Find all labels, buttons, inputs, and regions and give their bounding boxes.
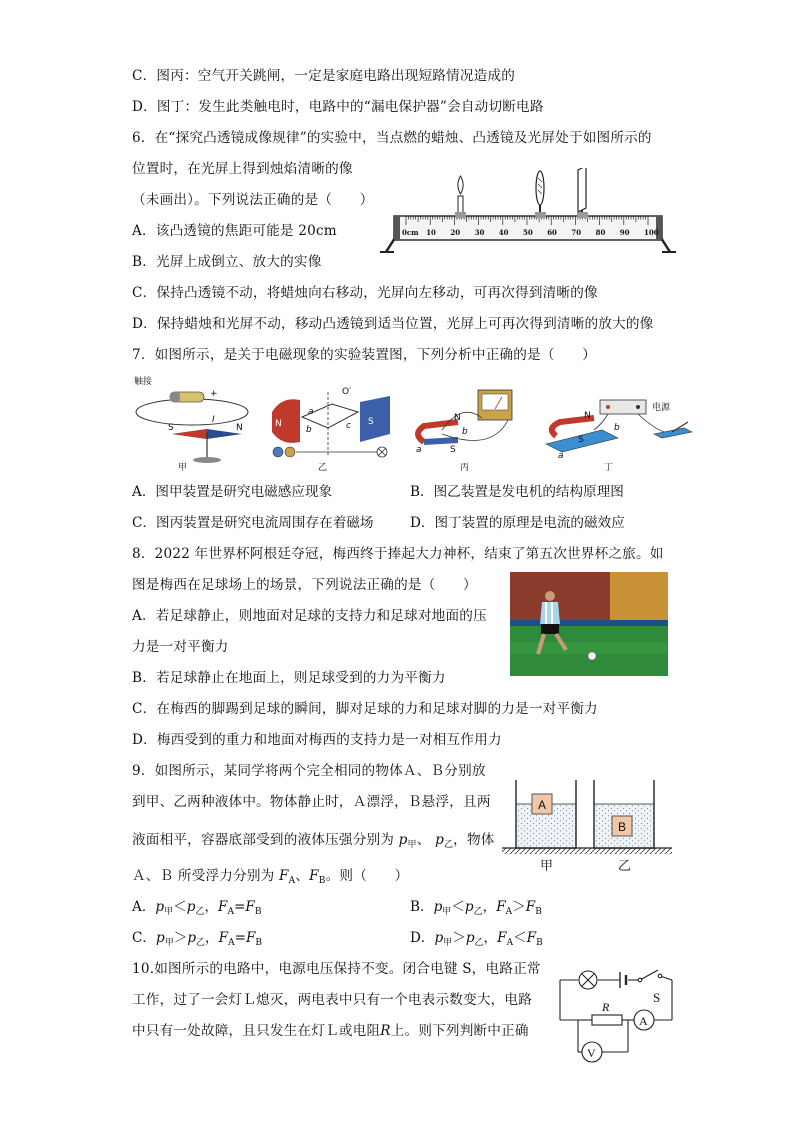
circuit-figure bbox=[556, 960, 676, 1064]
q7-stem: 7．如图所示，是关于电磁现象的实验装置图，下列分析中正确的是（ ） bbox=[132, 347, 597, 363]
optical-bench-figure bbox=[378, 168, 678, 260]
q8-option-d: D．梅西受到的重力和地面对梅西的支持力是一对相互作用力 bbox=[132, 732, 502, 748]
q8-option-a-line2: 力是一对平衡力 bbox=[132, 639, 229, 655]
q6-stem-line1: 6．在“探究凸透镜成像规律”的实验中，当点燃的蜡烛、凸透镜及光屏处于如图所示的 bbox=[132, 130, 652, 146]
q10-stem-line1: 10.如图所示的电路中，电源电压保持不变。闭合电键 S，电路正常 bbox=[132, 961, 541, 977]
fig-jia-plus: + bbox=[210, 389, 218, 399]
ruler-tick-label: 100 bbox=[644, 228, 659, 237]
fig-ding-s: S bbox=[578, 435, 584, 445]
fig-yi-o: O′ bbox=[342, 387, 352, 397]
resistor-label: R bbox=[602, 1000, 610, 1014]
fig-ding-caption: 丁 bbox=[604, 463, 614, 472]
fig-yi-c: c bbox=[346, 421, 351, 431]
fig-bing-s: S bbox=[450, 445, 456, 455]
q9-stem-line2: 到甲、乙两种液体中。物体静止时，Ａ漂浮，Ｂ悬浮，且两 bbox=[132, 794, 491, 810]
q5-option-c: C．图丙：空气开关跳闸，一定是家庭电路出现短路情况造成的 bbox=[132, 68, 516, 84]
ruler-tick-label: 80 bbox=[595, 228, 606, 237]
q9-option-c: C．$p_甲>p_乙$，$F_A=F_B$ bbox=[132, 930, 263, 948]
voltmeter-label: V bbox=[587, 1046, 596, 1060]
fig-yi-caption: 乙 bbox=[318, 463, 328, 472]
q10-stem-line3: 中只有一处故障，且只发生在灯Ｌ或电阻R上。则下列判断中正确 bbox=[132, 1023, 529, 1039]
q8-stem-line1: 8．2022 年世界杯阿根廷夺冠，梅西终于捧起大力神杯，结束了第五次世界杯之旅。如 bbox=[132, 546, 664, 562]
q9-stem-line4: Ａ、Ｂ 所受浮力分别为 $F_A$、$F_B$。则（ ） bbox=[132, 868, 409, 886]
q9-stem-line1: 9．如图所示，某同学将两个完全相同的物体Ａ、Ｂ分别放 bbox=[132, 763, 486, 779]
ruler-tick-label: 70 bbox=[571, 228, 582, 237]
liquid-containers-figure bbox=[502, 772, 672, 882]
football-player-photo bbox=[510, 572, 668, 676]
q6-option-d: D．保持蜡烛和光屏不动，移动凸透镜到适当位置，光屏上可再次得到清晰的放大的像 bbox=[132, 316, 654, 332]
fig-ding-power: 电源 bbox=[652, 403, 671, 413]
q6-option-a: A．该凸透镜的焦距可能是 20cm bbox=[132, 223, 337, 239]
q9-option-b: B．$p_甲<p_乙$，$F_A>F_B$ bbox=[410, 899, 542, 917]
fig-jia-current-label: I bbox=[212, 415, 215, 425]
electromagnetism-figures bbox=[132, 372, 702, 472]
fig-bing-a: a bbox=[416, 445, 422, 455]
ruler-tick-label: 40 bbox=[498, 228, 509, 237]
ruler-tick-label: 50 bbox=[523, 228, 533, 237]
ruler-tick-label: 10 bbox=[426, 228, 436, 237]
ruler-tick-label: 20 bbox=[450, 228, 461, 237]
fig-ding-a: a bbox=[558, 451, 564, 461]
q8-option-a-line1: A．若足球静止，则地面对足球的支持力和足球对地面的压 bbox=[132, 608, 487, 624]
q7-option-a: A．图甲装置是研究电磁感应现象 bbox=[132, 484, 333, 500]
fig-yi-s: S bbox=[368, 417, 374, 427]
object-a-label: A bbox=[538, 798, 547, 812]
object-b-label: B bbox=[618, 820, 627, 834]
ruler-tick-label: 90 bbox=[619, 228, 630, 237]
fig-ding-b: b bbox=[614, 423, 620, 433]
q9-option-d: D．$p_甲>p_乙$，$F_A<F_B$ bbox=[410, 930, 543, 948]
q7-option-b: B．图乙装置是发电机的结构原理图 bbox=[410, 484, 624, 500]
ruler-tick-label: 60 bbox=[547, 228, 557, 237]
switch-label: S bbox=[653, 990, 661, 1005]
ammeter-label: A bbox=[639, 1014, 648, 1028]
fig-yi-b: b bbox=[306, 425, 312, 435]
fig-bing-n: N bbox=[454, 413, 461, 423]
q9-stem-line3: 液面相平，容器底部受到的液体压强分别为 $p_甲$、 $p_乙$，物体 bbox=[132, 832, 495, 850]
q7-option-c: C．图丙装置是研究电流周围存在着磁场 bbox=[132, 515, 374, 531]
fig-bing-caption: 丙 bbox=[460, 463, 470, 472]
fig-bing-b: b bbox=[462, 427, 468, 437]
q8-stem-line2: 图是梅西在足球场上的场景，下列说法正确的是（ ） bbox=[132, 577, 477, 593]
fig-yi-a: a bbox=[308, 407, 314, 417]
ruler-tick-label: 0cm bbox=[402, 228, 419, 237]
q5-option-d: D．图丁：发生此类触电时，电路中的“漏电保护器”会自动切断电路 bbox=[132, 99, 544, 115]
q8-option-c: C．在梅西的脚踢到足球的瞬间，脚对足球的力和足球对脚的力是一对平衡力 bbox=[132, 701, 598, 717]
container-yi-label: 乙 bbox=[618, 859, 632, 874]
fig-yi-n: N bbox=[275, 419, 282, 429]
fig-jia-touch-label: 触接 bbox=[134, 377, 153, 387]
q6-option-b: B．光屏上成倒立、放大的实像 bbox=[132, 254, 322, 270]
q7-option-d: D．图丁装置的原理是电流的磁效应 bbox=[410, 515, 625, 531]
fig-jia-n: N bbox=[236, 423, 243, 433]
fig-ding-n: N bbox=[584, 411, 591, 421]
container-jia-label: 甲 bbox=[540, 859, 554, 874]
fig-jia-caption: 甲 bbox=[178, 463, 188, 472]
ruler-tick-label: 30 bbox=[474, 228, 485, 237]
q6-stem-line2: 位置时，在光屏上得到烛焰清晰的像 bbox=[132, 161, 353, 177]
q6-stem-line3: （未画出）。下列说法正确的是（ ） bbox=[132, 192, 374, 208]
q9-option-a: A．$p_甲<p_乙$，$F_A=F_B$ bbox=[132, 899, 262, 917]
q6-option-c: C．保持凸透镜不动，将蜡烛向右移动，光屏向左移动，可再次得到清晰的像 bbox=[132, 285, 598, 301]
q8-option-b: B．若足球静止在地面上，则足球受到的力为平衡力 bbox=[132, 670, 446, 686]
fig-jia-s: S bbox=[168, 423, 174, 433]
q10-stem-line2: 工作，过了一会灯Ｌ熄灭，两电表中只有一个电表示数变大，电路 bbox=[132, 992, 533, 1008]
